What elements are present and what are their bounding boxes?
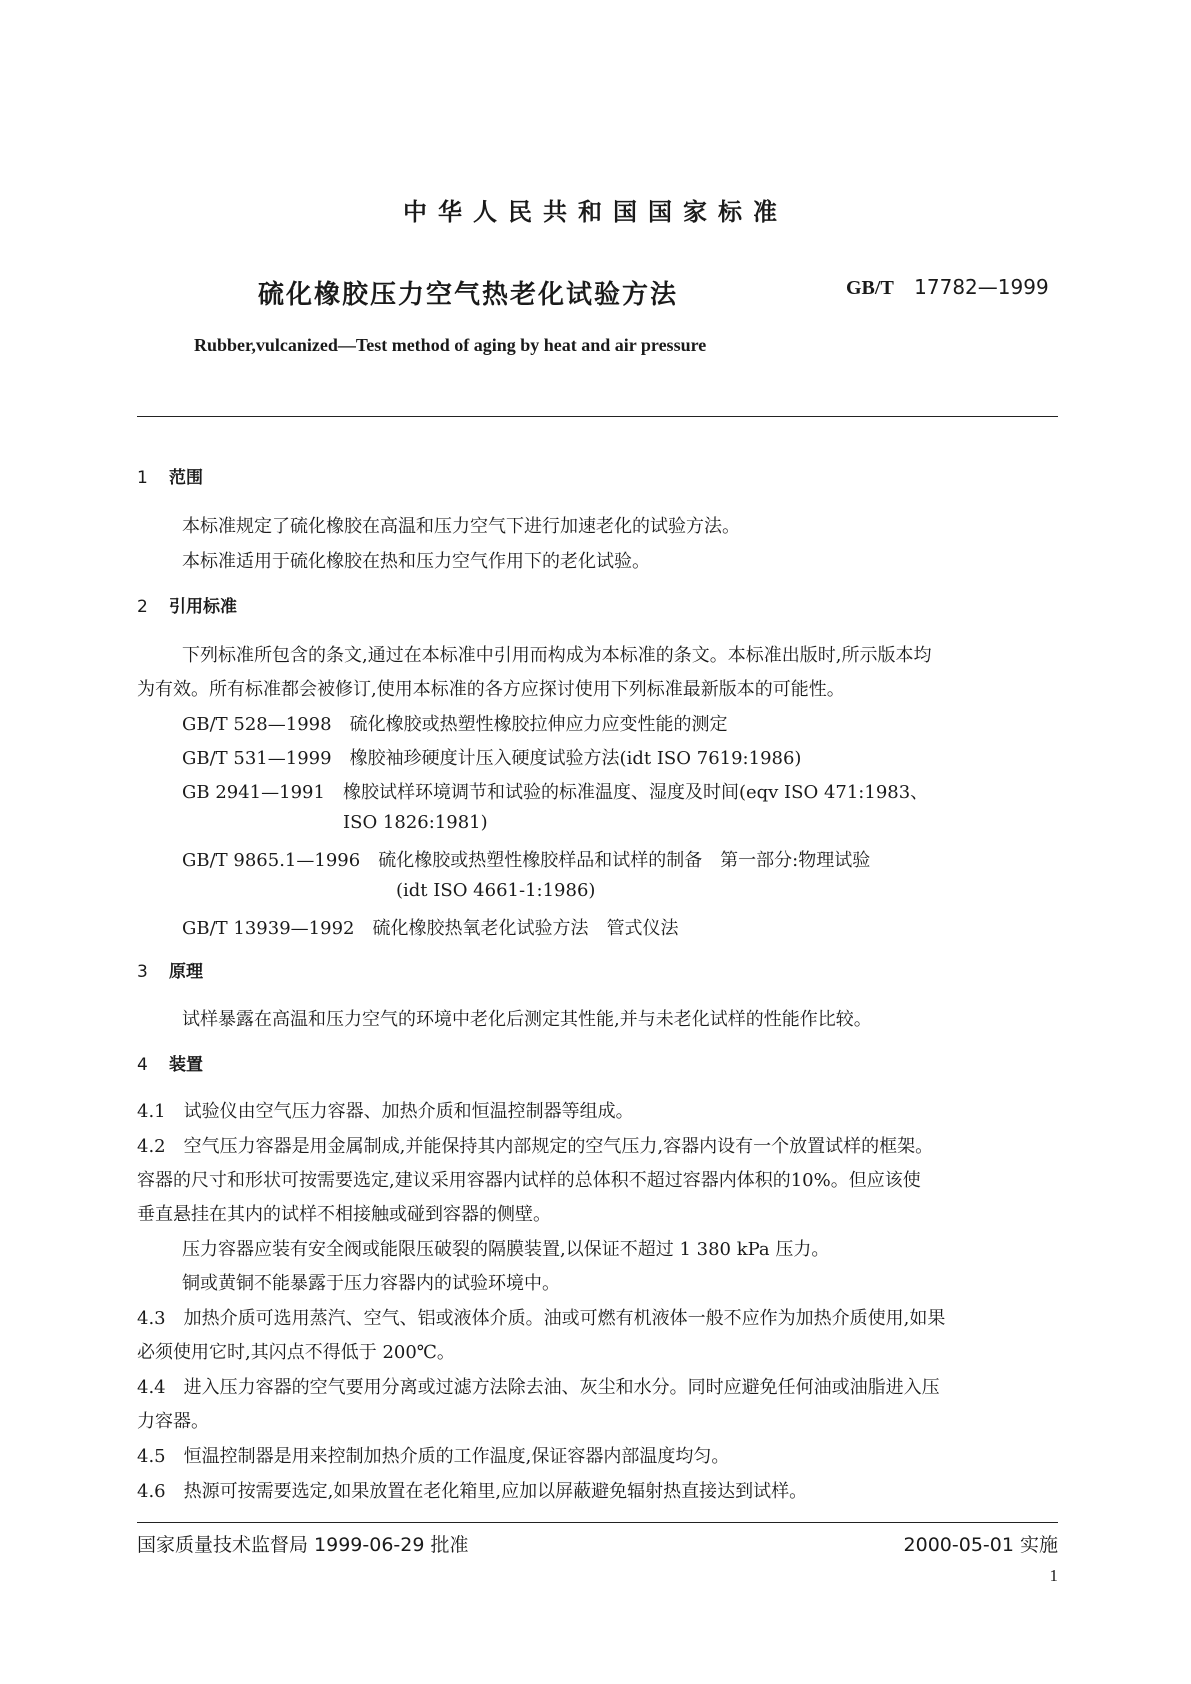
paragraph: 本标准适用于硫化橡胶在热和压力空气作用下的老化试验。 (182, 551, 650, 572)
section-heading-2 (137, 592, 237, 617)
paragraph: 试样暴露在高温和压力空气的环境中老化后测定其性能,并与未老化试样的性能作比较。 (182, 1009, 872, 1030)
clause-4-5: 4.5 恒温控制器是用来控制加热介质的工作温度,保证容器内部温度均匀。 (137, 1446, 730, 1467)
clause-4-1: 4.1 试验仪由空气压力容器、加热介质和恒温控制器等组成。 (137, 1101, 634, 1122)
paragraph: 本标准规定了硫化橡胶在高温和压力空气下进行加速老化的试验方法。 (182, 516, 740, 537)
clause-4-4-line: 力容器。 (137, 1411, 209, 1432)
section-title: 装置 (169, 1055, 203, 1075)
paragraph: 为有效。所有标准都会被修订,使用本标准的各方应探讨使用下列标准最新版本的可能性。 (137, 679, 845, 700)
clause-4-2-line: 垂直悬挂在其内的试样不相接触或碰到容器的侧壁。 (137, 1204, 551, 1225)
reference-item: GB/T 13939—1992 硫化橡胶热氧老化试验方法 管式仪法 (182, 918, 679, 939)
section-heading-3 (137, 957, 203, 982)
reference-item: GB 2941—1991 橡胶试样环境调节和试验的标准温度、湿度及时间(eqv ISO 471:1983、 (182, 782, 929, 803)
standard-code-prefix: GB/T (846, 277, 894, 299)
section-heading-4 (137, 1050, 203, 1075)
page-number: 1 (1049, 1566, 1058, 1585)
approval-date: 国家质量技术监督局 1999-06-29 批准 (137, 1534, 469, 1556)
section-title: 范围 (169, 468, 203, 488)
section-number: 2 (137, 597, 148, 617)
header-rule (137, 416, 1058, 417)
section-heading-1 (137, 463, 203, 488)
reference-item: GB/T 528—1998 硫化橡胶或热塑性橡胶拉伸应力应变性能的测定 (182, 714, 728, 735)
clause-4-3: 4.3 加热介质可选用蒸汽、空气、铝或液体介质。油或可燃有机液体一般不应作为加热介质使用,如果 (137, 1308, 946, 1329)
clause-4-6: 4.6 热源可按需要选定,如果放置在老化箱里,应加以屏蔽避免辐射热直接达到试样。 (137, 1481, 808, 1502)
clause-4-2: 4.2 空气压力容器是用金属制成,并能保持其内部规定的空气压力,容器内设有一个放置试样的框架。 (137, 1136, 934, 1157)
section-number: 3 (137, 962, 148, 982)
reference-item: GB/T 531—1999 橡胶袖珍硬度计压入硬度试验方法(idt ISO 7619:1986) (182, 748, 802, 769)
standard-org-title: 中华人民共和国国家标准 (403, 198, 788, 226)
reference-item: GB/T 9865.1—1996 硫化橡胶或热塑性橡胶样品和试样的制备 第一部分:物理试验 (182, 850, 871, 871)
footer-rule (137, 1522, 1058, 1523)
paragraph: 压力容器应装有安全阀或能限压破裂的隔膜装置,以保证不超过 1 380 kPa 压力。 (182, 1239, 830, 1260)
effective-date: 2000-05-01 实施 (903, 1534, 1058, 1556)
document-title-zh: 硫化橡胶压力空气热老化试验方法 (258, 280, 679, 310)
section-title: 原理 (169, 962, 203, 982)
reference-item-continued: ISO 1826:1981) (343, 812, 488, 833)
reference-item-continued: (idt ISO 4661-1:1986) (396, 880, 596, 901)
standard-code (846, 275, 1049, 300)
section-number: 4 (137, 1055, 148, 1075)
section-number: 1 (137, 468, 148, 488)
document-title-en: Rubber,vulcanized—Test method of aging by heat and air pressure (194, 335, 707, 355)
standard-code-number: 17782—1999 (914, 275, 1049, 299)
clause-4-3-line: 必须使用它时,其闪点不得低于 200℃。 (137, 1342, 455, 1363)
clause-4-2-line: 容器的尺寸和形状可按需要选定,建议采用容器内试样的总体积不超过容器内体积的10%。但应该使 (137, 1170, 921, 1191)
paragraph: 下列标准所包含的条文,通过在本标准中引用而构成为本标准的条文。本标准出版时,所示版本均 (182, 645, 932, 666)
paragraph: 铜或黄铜不能暴露于压力容器内的试验环境中。 (182, 1273, 560, 1294)
clause-4-4: 4.4 进入压力容器的空气要用分离或过滤方法除去油、灰尘和水分。同时应避免任何油或油脂进入压 (137, 1377, 940, 1398)
section-title: 引用标准 (169, 597, 237, 617)
